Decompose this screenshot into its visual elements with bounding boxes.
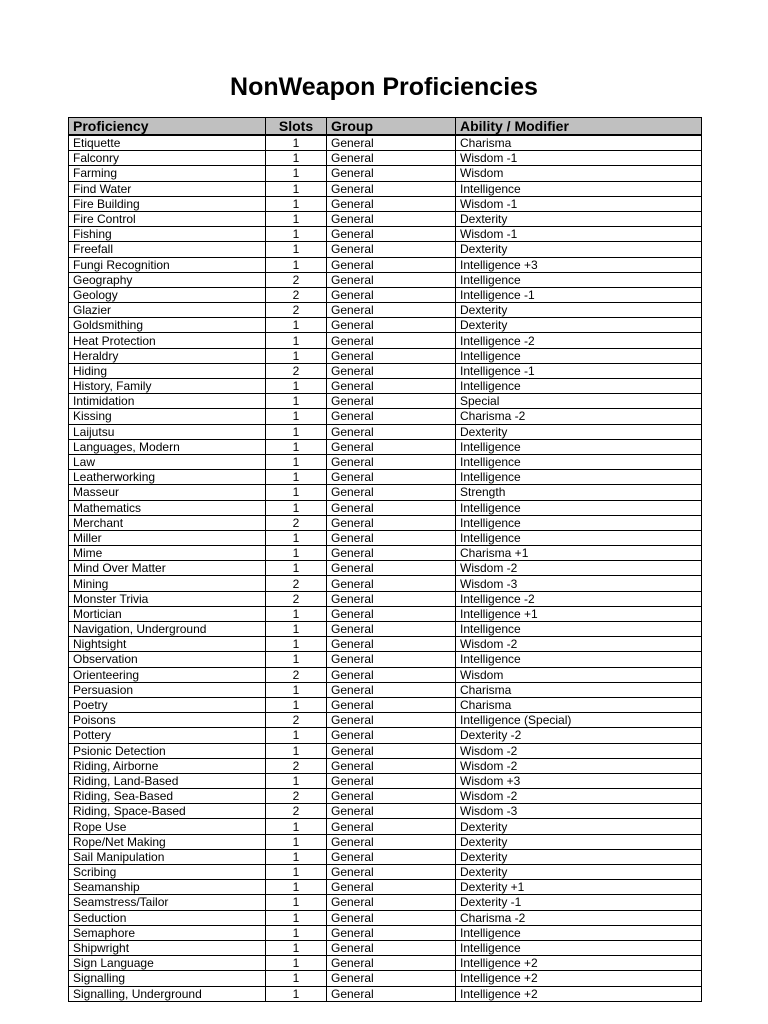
cell-proficiency: Seamstress/Tailor <box>69 895 266 910</box>
table-row <box>69 971 702 986</box>
table-row <box>69 181 702 196</box>
cell-ability: Intelligence <box>456 652 702 667</box>
cell-slots: 2 <box>266 758 327 773</box>
cell-ability: Wisdom -1 <box>456 151 702 166</box>
table-row <box>69 865 702 880</box>
cell-proficiency: Mathematics <box>69 500 266 515</box>
cell-proficiency: Navigation, Underground <box>69 622 266 637</box>
table-row <box>69 561 702 576</box>
cell-group: General <box>327 561 456 576</box>
cell-proficiency: Seamanship <box>69 880 266 895</box>
table-row <box>69 287 702 302</box>
cell-ability: Intelligence +3 <box>456 257 702 272</box>
cell-proficiency: Heat Protection <box>69 333 266 348</box>
table-row <box>69 652 702 667</box>
table-row <box>69 166 702 181</box>
cell-group: General <box>327 151 456 166</box>
cell-proficiency: Pottery <box>69 728 266 743</box>
cell-proficiency: Nightsight <box>69 637 266 652</box>
cell-slots: 1 <box>266 500 327 515</box>
cell-slots: 1 <box>266 697 327 712</box>
table-row <box>69 530 702 545</box>
cell-proficiency: Freefall <box>69 242 266 257</box>
cell-group: General <box>327 318 456 333</box>
cell-ability: Intelligence +2 <box>456 956 702 971</box>
cell-group: General <box>327 819 456 834</box>
table-row <box>69 546 702 561</box>
cell-group: General <box>327 652 456 667</box>
cell-group: General <box>327 834 456 849</box>
cell-proficiency: Hiding <box>69 363 266 378</box>
table-row <box>69 637 702 652</box>
table-row <box>69 394 702 409</box>
cell-proficiency: Riding, Sea-Based <box>69 789 266 804</box>
cell-ability: Dexterity +1 <box>456 880 702 895</box>
table-row <box>69 880 702 895</box>
table-row <box>69 789 702 804</box>
cell-ability: Intelligence <box>456 439 702 454</box>
cell-group: General <box>327 576 456 591</box>
cell-slots: 2 <box>266 576 327 591</box>
cell-ability: Special <box>456 394 702 409</box>
cell-proficiency: Orienteering <box>69 667 266 682</box>
cell-ability: Intelligence <box>456 500 702 515</box>
cell-proficiency: Masseur <box>69 485 266 500</box>
cell-group: General <box>327 166 456 181</box>
cell-proficiency: Fishing <box>69 227 266 242</box>
table-row <box>69 986 702 1001</box>
table-row <box>69 318 702 333</box>
cell-ability: Wisdom -3 <box>456 576 702 591</box>
cell-proficiency: Shipwright <box>69 940 266 955</box>
table-row <box>69 211 702 226</box>
cell-proficiency: Fire Building <box>69 196 266 211</box>
cell-ability: Charisma -2 <box>456 910 702 925</box>
cell-slots: 1 <box>266 424 327 439</box>
cell-proficiency: Poisons <box>69 713 266 728</box>
table-row <box>69 667 702 682</box>
cell-group: General <box>327 697 456 712</box>
cell-proficiency: Intimidation <box>69 394 266 409</box>
cell-ability: Intelligence <box>456 530 702 545</box>
cell-group: General <box>327 637 456 652</box>
cell-group: General <box>327 454 456 469</box>
cell-slots: 1 <box>266 546 327 561</box>
cell-ability: Dexterity <box>456 242 702 257</box>
cell-slots: 2 <box>266 363 327 378</box>
cell-ability: Dexterity <box>456 318 702 333</box>
cell-group: General <box>327 591 456 606</box>
cell-group: General <box>327 181 456 196</box>
cell-proficiency: Miller <box>69 530 266 545</box>
cell-proficiency: Observation <box>69 652 266 667</box>
table-row <box>69 348 702 363</box>
cell-group: General <box>327 272 456 287</box>
cell-ability: Wisdom -2 <box>456 561 702 576</box>
cell-proficiency: Riding, Space-Based <box>69 804 266 819</box>
cell-proficiency: Sail Manipulation <box>69 849 266 864</box>
cell-proficiency: Sign Language <box>69 956 266 971</box>
cell-slots: 1 <box>266 819 327 834</box>
page-title: NonWeapon Proficiencies <box>230 73 538 101</box>
table-row <box>69 454 702 469</box>
cell-proficiency: Riding, Airborne <box>69 758 266 773</box>
cell-ability: Intelligence <box>456 515 702 530</box>
cell-slots: 1 <box>266 834 327 849</box>
table-row <box>69 515 702 530</box>
cell-proficiency: Monster Trivia <box>69 591 266 606</box>
cell-group: General <box>327 530 456 545</box>
table-row <box>69 227 702 242</box>
cell-group: General <box>327 986 456 1001</box>
cell-slots: 1 <box>266 682 327 697</box>
cell-ability: Wisdom -2 <box>456 789 702 804</box>
cell-proficiency: Persuasion <box>69 682 266 697</box>
cell-proficiency: Mining <box>69 576 266 591</box>
cell-group: General <box>327 363 456 378</box>
header-row <box>69 118 702 136</box>
cell-group: General <box>327 546 456 561</box>
cell-ability: Wisdom -2 <box>456 743 702 758</box>
column-header-group: Group <box>327 118 456 136</box>
table-row <box>69 940 702 955</box>
cell-ability: Intelligence <box>456 454 702 469</box>
table-row <box>69 196 702 211</box>
cell-slots: 1 <box>266 956 327 971</box>
table-row <box>69 333 702 348</box>
cell-ability: Intelligence <box>456 181 702 196</box>
cell-slots: 1 <box>266 166 327 181</box>
cell-group: General <box>327 439 456 454</box>
cell-slots: 1 <box>266 940 327 955</box>
cell-slots: 2 <box>266 789 327 804</box>
cell-slots: 1 <box>266 530 327 545</box>
cell-proficiency: Mind Over Matter <box>69 561 266 576</box>
cell-slots: 1 <box>266 348 327 363</box>
cell-group: General <box>327 303 456 318</box>
proficiency-table <box>68 117 702 1002</box>
cell-ability: Charisma <box>456 135 702 151</box>
cell-ability: Wisdom -1 <box>456 227 702 242</box>
cell-group: General <box>327 728 456 743</box>
cell-slots: 2 <box>266 667 327 682</box>
cell-ability: Charisma +1 <box>456 546 702 561</box>
cell-group: General <box>327 910 456 925</box>
table-row <box>69 728 702 743</box>
cell-proficiency: Fire Control <box>69 211 266 226</box>
cell-slots: 1 <box>266 652 327 667</box>
cell-ability: Dexterity -2 <box>456 728 702 743</box>
cell-ability: Wisdom +3 <box>456 773 702 788</box>
table-row <box>69 470 702 485</box>
cell-slots: 1 <box>266 728 327 743</box>
cell-ability: Charisma <box>456 682 702 697</box>
cell-group: General <box>327 971 456 986</box>
cell-proficiency: History, Family <box>69 379 266 394</box>
cell-slots: 1 <box>266 986 327 1001</box>
cell-proficiency: Poetry <box>69 697 266 712</box>
cell-group: General <box>327 470 456 485</box>
column-header-ability: Ability / Modifier <box>456 118 702 136</box>
cell-slots: 1 <box>266 242 327 257</box>
cell-proficiency: Signalling, Underground <box>69 986 266 1001</box>
cell-group: General <box>327 925 456 940</box>
cell-group: General <box>327 758 456 773</box>
cell-group: General <box>327 682 456 697</box>
cell-group: General <box>327 333 456 348</box>
cell-proficiency: Rope Use <box>69 819 266 834</box>
cell-proficiency: Psionic Detection <box>69 743 266 758</box>
cell-ability: Wisdom <box>456 166 702 181</box>
cell-ability: Intelligence (Special) <box>456 713 702 728</box>
cell-proficiency: Fungi Recognition <box>69 257 266 272</box>
cell-slots: 2 <box>266 287 327 302</box>
cell-ability: Intelligence +2 <box>456 971 702 986</box>
cell-ability: Intelligence +1 <box>456 606 702 621</box>
cell-proficiency: Signalling <box>69 971 266 986</box>
cell-group: General <box>327 880 456 895</box>
cell-slots: 1 <box>266 895 327 910</box>
cell-ability: Wisdom -3 <box>456 804 702 819</box>
cell-proficiency: Rope/Net Making <box>69 834 266 849</box>
table-row <box>69 242 702 257</box>
cell-group: General <box>327 409 456 424</box>
cell-group: General <box>327 485 456 500</box>
cell-group: General <box>327 743 456 758</box>
cell-ability: Intelligence <box>456 470 702 485</box>
cell-group: General <box>327 242 456 257</box>
cell-proficiency: Geology <box>69 287 266 302</box>
cell-proficiency: Falconry <box>69 151 266 166</box>
table-row <box>69 910 702 925</box>
table-row <box>69 485 702 500</box>
table-row <box>69 956 702 971</box>
cell-slots: 1 <box>266 439 327 454</box>
cell-proficiency: Mime <box>69 546 266 561</box>
table-row <box>69 819 702 834</box>
cell-proficiency: Find Water <box>69 181 266 196</box>
cell-ability: Dexterity <box>456 819 702 834</box>
cell-proficiency: Glazier <box>69 303 266 318</box>
cell-proficiency: Heraldry <box>69 348 266 363</box>
table-row <box>69 743 702 758</box>
cell-slots: 2 <box>266 272 327 287</box>
table-row <box>69 409 702 424</box>
cell-ability: Strength <box>456 485 702 500</box>
cell-group: General <box>327 394 456 409</box>
cell-group: General <box>327 667 456 682</box>
cell-ability: Intelligence -1 <box>456 363 702 378</box>
cell-ability: Intelligence +2 <box>456 986 702 1001</box>
cell-slots: 1 <box>266 257 327 272</box>
cell-slots: 1 <box>266 196 327 211</box>
table-row <box>69 379 702 394</box>
cell-slots: 1 <box>266 485 327 500</box>
column-header-slots: Slots <box>266 118 327 136</box>
cell-slots: 1 <box>266 865 327 880</box>
table-row <box>69 682 702 697</box>
table-body <box>69 135 702 1001</box>
cell-ability: Intelligence -2 <box>456 591 702 606</box>
cell-slots: 1 <box>266 606 327 621</box>
cell-group: General <box>327 424 456 439</box>
cell-slots: 1 <box>266 637 327 652</box>
table-row <box>69 622 702 637</box>
table-row <box>69 500 702 515</box>
cell-proficiency: Semaphore <box>69 925 266 940</box>
table-row <box>69 713 702 728</box>
cell-proficiency: Laijutsu <box>69 424 266 439</box>
cell-slots: 1 <box>266 151 327 166</box>
cell-group: General <box>327 227 456 242</box>
cell-ability: Intelligence <box>456 940 702 955</box>
cell-slots: 1 <box>266 971 327 986</box>
cell-ability: Dexterity <box>456 849 702 864</box>
table-row <box>69 591 702 606</box>
cell-ability: Intelligence <box>456 925 702 940</box>
cell-slots: 1 <box>266 379 327 394</box>
cell-ability: Wisdom -2 <box>456 637 702 652</box>
cell-ability: Intelligence -2 <box>456 333 702 348</box>
cell-group: General <box>327 865 456 880</box>
cell-slots: 1 <box>266 910 327 925</box>
cell-ability: Wisdom -1 <box>456 196 702 211</box>
cell-slots: 2 <box>266 303 327 318</box>
cell-group: General <box>327 606 456 621</box>
cell-proficiency: Kissing <box>69 409 266 424</box>
cell-proficiency: Mortician <box>69 606 266 621</box>
cell-ability: Charisma <box>456 697 702 712</box>
cell-proficiency: Merchant <box>69 515 266 530</box>
cell-slots: 1 <box>266 318 327 333</box>
cell-group: General <box>327 257 456 272</box>
cell-ability: Charisma -2 <box>456 409 702 424</box>
cell-proficiency: Geography <box>69 272 266 287</box>
table-header <box>69 118 702 136</box>
cell-proficiency: Leatherworking <box>69 470 266 485</box>
cell-proficiency: Goldsmithing <box>69 318 266 333</box>
cell-group: General <box>327 515 456 530</box>
cell-ability: Dexterity <box>456 834 702 849</box>
cell-group: General <box>327 379 456 394</box>
cell-slots: 1 <box>266 454 327 469</box>
cell-ability: Dexterity -1 <box>456 895 702 910</box>
table-row <box>69 363 702 378</box>
cell-slots: 1 <box>266 849 327 864</box>
cell-group: General <box>327 713 456 728</box>
cell-group: General <box>327 196 456 211</box>
table-row <box>69 303 702 318</box>
cell-ability: Dexterity <box>456 211 702 226</box>
cell-group: General <box>327 849 456 864</box>
table-row <box>69 424 702 439</box>
cell-group: General <box>327 211 456 226</box>
cell-proficiency: Seduction <box>69 910 266 925</box>
cell-ability: Dexterity <box>456 303 702 318</box>
cell-slots: 1 <box>266 333 327 348</box>
cell-slots: 2 <box>266 515 327 530</box>
cell-group: General <box>327 500 456 515</box>
cell-group: General <box>327 773 456 788</box>
cell-slots: 1 <box>266 227 327 242</box>
table-row <box>69 135 702 151</box>
table-row <box>69 804 702 819</box>
cell-ability: Wisdom <box>456 667 702 682</box>
cell-proficiency: Etiquette <box>69 135 266 151</box>
cell-ability: Dexterity <box>456 424 702 439</box>
cell-slots: 1 <box>266 181 327 196</box>
cell-ability: Wisdom -2 <box>456 758 702 773</box>
table-row <box>69 151 702 166</box>
cell-proficiency: Scribing <box>69 865 266 880</box>
cell-group: General <box>327 348 456 363</box>
table-row <box>69 697 702 712</box>
cell-group: General <box>327 895 456 910</box>
table-row <box>69 272 702 287</box>
table-row <box>69 758 702 773</box>
cell-group: General <box>327 940 456 955</box>
cell-slots: 2 <box>266 713 327 728</box>
cell-proficiency: Riding, Land-Based <box>69 773 266 788</box>
cell-slots: 1 <box>266 470 327 485</box>
table-row <box>69 257 702 272</box>
cell-slots: 1 <box>266 743 327 758</box>
cell-ability: Intelligence <box>456 622 702 637</box>
cell-group: General <box>327 622 456 637</box>
cell-slots: 1 <box>266 394 327 409</box>
table-row <box>69 849 702 864</box>
table-row <box>69 773 702 788</box>
cell-ability: Intelligence <box>456 272 702 287</box>
cell-proficiency: Law <box>69 454 266 469</box>
cell-slots: 1 <box>266 773 327 788</box>
cell-slots: 2 <box>266 804 327 819</box>
cell-slots: 1 <box>266 880 327 895</box>
cell-ability: Dexterity <box>456 865 702 880</box>
cell-slots: 1 <box>266 925 327 940</box>
cell-ability: Intelligence -1 <box>456 287 702 302</box>
cell-ability: Intelligence <box>456 379 702 394</box>
cell-group: General <box>327 135 456 151</box>
cell-slots: 1 <box>266 409 327 424</box>
cell-group: General <box>327 804 456 819</box>
column-header-proficiency: Proficiency <box>69 118 266 136</box>
table-row <box>69 576 702 591</box>
cell-group: General <box>327 956 456 971</box>
table-row <box>69 834 702 849</box>
cell-group: General <box>327 789 456 804</box>
cell-slots: 1 <box>266 135 327 151</box>
table-row <box>69 925 702 940</box>
cell-proficiency: Languages, Modern <box>69 439 266 454</box>
table-row <box>69 439 702 454</box>
table-row <box>69 606 702 621</box>
cell-slots: 1 <box>266 211 327 226</box>
cell-slots: 1 <box>266 622 327 637</box>
cell-group: General <box>327 287 456 302</box>
table-row <box>69 895 702 910</box>
cell-slots: 1 <box>266 561 327 576</box>
cell-ability: Intelligence <box>456 348 702 363</box>
cell-slots: 2 <box>266 591 327 606</box>
cell-proficiency: Farming <box>69 166 266 181</box>
